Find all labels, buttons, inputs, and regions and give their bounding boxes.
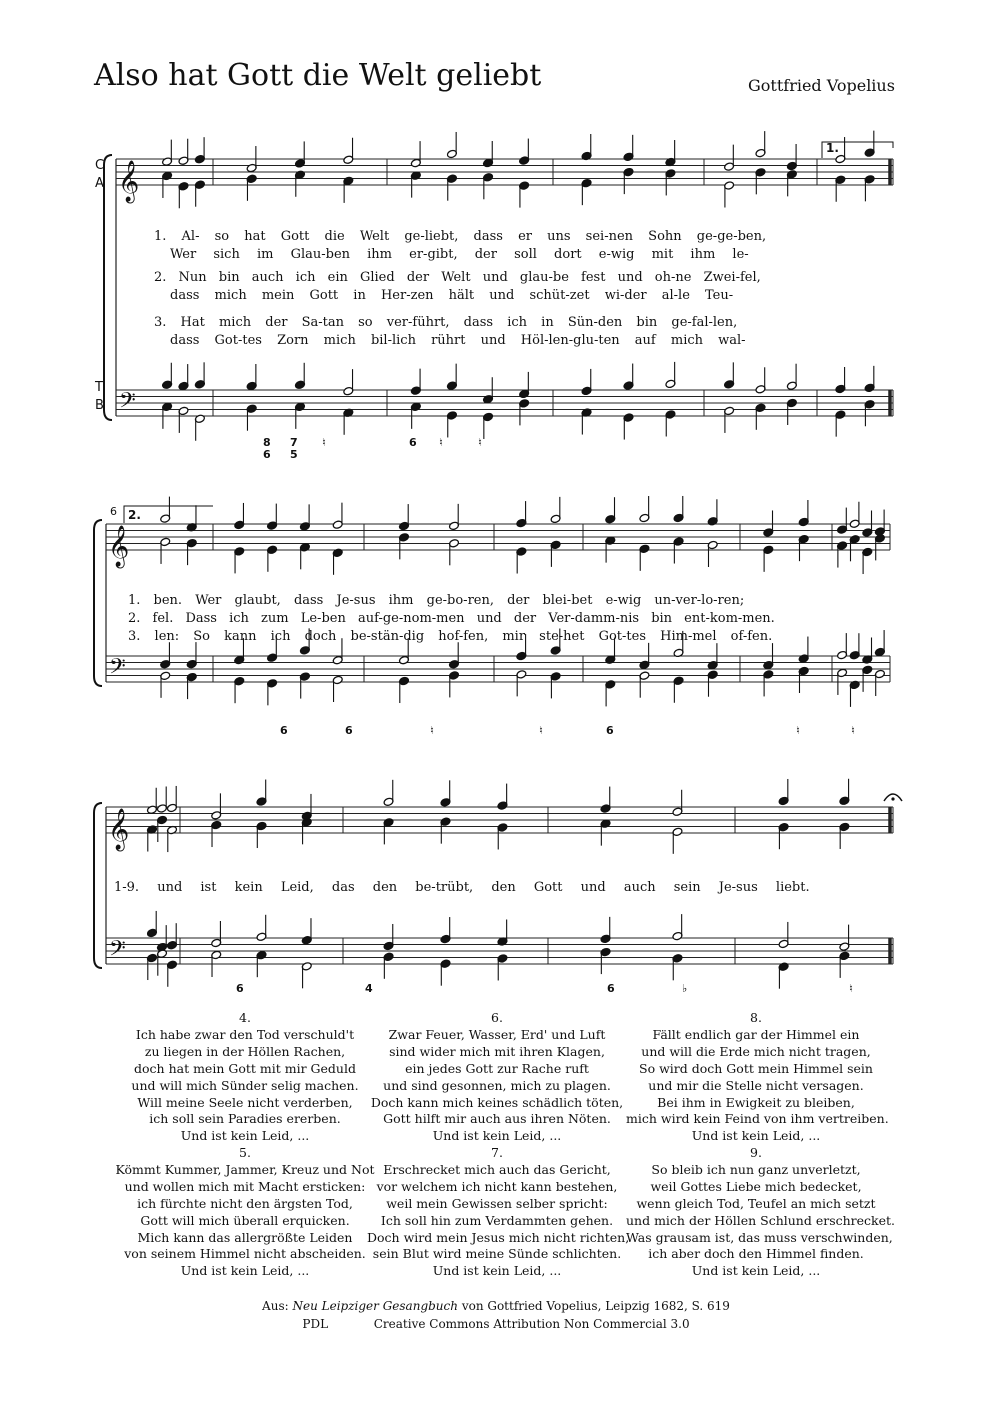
stanza-9 <box>626 1145 896 1280</box>
stanza-line: Doch wird mein Jesus mich nicht richten, <box>367 1229 630 1245</box>
stanza-number: 4. <box>239 1010 251 1025</box>
figured-bass-figure: ♭ <box>682 982 688 995</box>
stanza-line: weil mein Gewissen selber spricht: <box>386 1195 608 1211</box>
figured-bass-figure: 4 <box>365 982 373 995</box>
stanza-line: und mir die Stelle nicht versagen. <box>648 1077 864 1093</box>
ending-label-2: 2. <box>128 508 141 522</box>
stanza-line: Zwar Feuer, Wasser, Erd' und Luft <box>388 1026 606 1042</box>
stanza-line: Und ist kein Leid, ... <box>432 1128 562 1144</box>
stanza-line: So bleib ich nun ganz unverletzt, <box>651 1161 861 1177</box>
stanza-number: 8. <box>750 1010 762 1025</box>
stanza-line: Mich kann das allergrößte Leiden <box>137 1229 353 1245</box>
figured-bass-figure: ♮ <box>430 724 434 737</box>
source-line: Aus: Neu Leipziger Gesangbuch von Gottfried Vopelius, Leipzig 1682, S. 619 <box>262 1299 730 1313</box>
stanza-number: 6. <box>491 1010 503 1025</box>
voice-label-c: C <box>95 158 105 173</box>
stanza-line: mich wird kein Feind von ihm vertreiben. <box>626 1111 889 1127</box>
figured-bass-figure: 5 <box>290 448 298 461</box>
figured-bass-figure: 6 <box>263 448 271 461</box>
system-brace <box>94 803 102 968</box>
system-brace <box>104 155 112 420</box>
stanza-line: sind wider mich mit ihren Klagen, <box>389 1043 605 1059</box>
stanza-line: Gott will mich überall erquicken. <box>140 1212 350 1228</box>
figured-bass-figure: ♮ <box>849 982 853 995</box>
clef-glyph: 𝄞 <box>108 526 130 567</box>
stanza-number: 9. <box>750 1145 762 1160</box>
stanza-line: doch hat mein Gott mit mir Geduld <box>134 1060 356 1076</box>
stanza-line: Bei ihm in Ewigkeit zu bleiben, <box>657 1094 855 1110</box>
stanza-line: und mich der Höllen Schlund erschrecket. <box>626 1212 896 1228</box>
stanza-number: 7. <box>491 1145 503 1160</box>
figured-bass-figure: 6 <box>606 724 614 737</box>
clef-glyph: 𝄢 <box>109 936 126 967</box>
stanza-line: ich soll sein Paradies ererben. <box>149 1111 341 1127</box>
voice-label-b: B <box>95 398 104 413</box>
lyric-line: 3. len: So kann ich doch be-stän-dig hof-fen, mir ste-het Got-tes Him-mel of-fen. <box>128 629 773 644</box>
stanza-number: 5. <box>239 1145 251 1160</box>
stanza-line: ich aber doch den Himmel finden. <box>648 1246 864 1262</box>
stanza-line: Und ist kein Leid, ... <box>180 1263 310 1279</box>
figured-bass-figure: 6 <box>236 982 244 995</box>
figured-bass-figure: 6 <box>345 724 353 737</box>
system-brace <box>94 520 102 686</box>
stanza-line: zu liegen in der Höllen Rachen, <box>144 1043 346 1059</box>
lyric-line: Wer sich im Glau-ben ihm er-gibt, der soll dort e-wig mit ihm le- <box>170 247 749 262</box>
figured-bass-figure: ♮ <box>851 724 855 737</box>
figured-bass-figure: ♮ <box>796 724 800 737</box>
stanza-5 <box>115 1145 375 1280</box>
stanza-line: Und ist kein Leid, ... <box>691 1263 821 1279</box>
figured-bass-figure: 7 <box>290 436 298 449</box>
lyric-line: 2. Nun bin auch ich ein Glied der Welt und glau-be fest und oh-ne Zwei-fel, <box>154 270 761 285</box>
voice-label-t: T <box>95 380 103 395</box>
stanza-line: ein jedes Gott zur Rache ruft <box>405 1060 589 1076</box>
lyric-line: dass mich mein Gott in Her-zen hält und schüt-zet wi-der al-le Teu- <box>170 288 734 303</box>
figured-bass-figure: ♮ <box>439 436 443 449</box>
stanza-line: Doch kann mich keines schädlich töten, <box>370 1094 624 1110</box>
figured-bass-figure: ♮ <box>478 436 482 449</box>
figured-bass-figure: ♮ <box>539 724 543 737</box>
stanza-line: von seinem Himmel nicht abscheiden. <box>124 1246 366 1262</box>
fermata-dot <box>891 797 894 800</box>
stanza-line: und sind gesonnen, mich zu plagen. <box>383 1077 611 1093</box>
stanza-line: Und ist kein Leid, ... <box>691 1128 821 1144</box>
voice-label-a: A <box>95 176 104 191</box>
page-title: Also hat Gott die Welt geliebt <box>94 58 542 93</box>
stanza-line: Was grausam ist, das muss verschwinden, <box>626 1229 893 1245</box>
license-line: PDL Creative Commons Attribution Non Commercial 3.0 <box>302 1317 690 1331</box>
lyric-line: dass Got-tes Zorn mich bil-lich rührt und Höl-len-glu-ten auf mich wal- <box>170 333 746 348</box>
source-book: Neu Leipziger Gesangbuch <box>292 1299 458 1313</box>
stanza-line: Gott hilft mir auch aus ihren Nöten. <box>383 1111 611 1127</box>
lyric-line: 1. ben. Wer glaubt, dass Je-sus ihm ge-bo-ren, der blei-bet e-wig un-ver-lo-ren; <box>128 593 745 608</box>
stanza-line: Ich soll hin zum Verdammten gehen. <box>380 1212 614 1228</box>
lyric-line: 1-9. und ist kein Leid, das den be-trübt, den Gott und auch sein Je-sus liebt. <box>114 880 810 895</box>
stanza-line: und wollen mich mit Macht ersticken: <box>124 1178 366 1194</box>
stanza-line: Kömmt Kummer, Jammer, Kreuz und Not <box>115 1161 375 1177</box>
stanza-line: Ich habe zwar den Tod verschuld't <box>135 1026 355 1042</box>
lyric-line: 3. Hat mich der Sa-tan so ver-führt, dass ich in Sün-den bin ge-fal-len, <box>154 315 738 330</box>
ending-label-1: 1. <box>826 141 839 155</box>
figured-bass-figure: ♮ <box>322 436 326 449</box>
figured-bass-figure: 6 <box>409 436 417 449</box>
clef-glyph: 𝄢 <box>109 654 126 685</box>
stanza-line: wenn gleich Tod, Teufel an mich setzt <box>636 1195 876 1211</box>
stanza-7 <box>367 1145 630 1280</box>
measure-number: 6 <box>110 505 117 518</box>
lyric-line: 2. fel. Dass ich zum Le-ben auf-ge-nom-men und der Ver-damm-nis bin ent-kom-men. <box>128 611 775 626</box>
stanza-8 <box>626 1010 889 1145</box>
figured-bass-figure: 8 <box>263 436 271 449</box>
stanza-line: Erschrecket mich auch das Gericht, <box>383 1161 611 1177</box>
clef-glyph: 𝄞 <box>118 161 140 202</box>
stanza-line: So wird doch Gott mein Himmel sein <box>639 1060 873 1076</box>
stanza-line: vor welchem ich nicht kann bestehen, <box>376 1178 618 1194</box>
stanza-line: Und ist kein Leid, ... <box>180 1128 310 1144</box>
footer <box>0 1297 992 1333</box>
figured-bass-figure: 6 <box>280 724 288 737</box>
stanza-4 <box>115 1010 375 1145</box>
figured-bass-figure: 6 <box>607 982 615 995</box>
lyric-line: 1. Al- so hat Gott die Welt ge-liebt, dass er uns sei-nen Sohn ge-ge-ben, <box>154 229 767 244</box>
stanza-line: Und ist kein Leid, ... <box>432 1263 562 1279</box>
stanza-line: und will die Erde mich nicht tragen, <box>641 1043 871 1059</box>
stanza-line: Will meine Seele nicht verderben, <box>137 1094 353 1110</box>
composer-name: Gottfried Vopelius <box>748 76 895 95</box>
stanza-6 <box>367 1010 627 1145</box>
clef-glyph: 𝄞 <box>108 809 130 850</box>
stanza-line: Fällt endlich gar der Himmel ein <box>652 1026 860 1042</box>
stanza-line: weil Gottes Liebe mich bedecket, <box>650 1178 862 1194</box>
clef-glyph: 𝄢 <box>119 388 136 419</box>
stanza-line: sein Blut wird meine Sünde schlichten. <box>372 1246 622 1262</box>
stanza-line: und will mich Sünder selig machen. <box>131 1077 359 1093</box>
stanza-line: ich fürchte nicht den ärgsten Tod, <box>137 1195 353 1211</box>
